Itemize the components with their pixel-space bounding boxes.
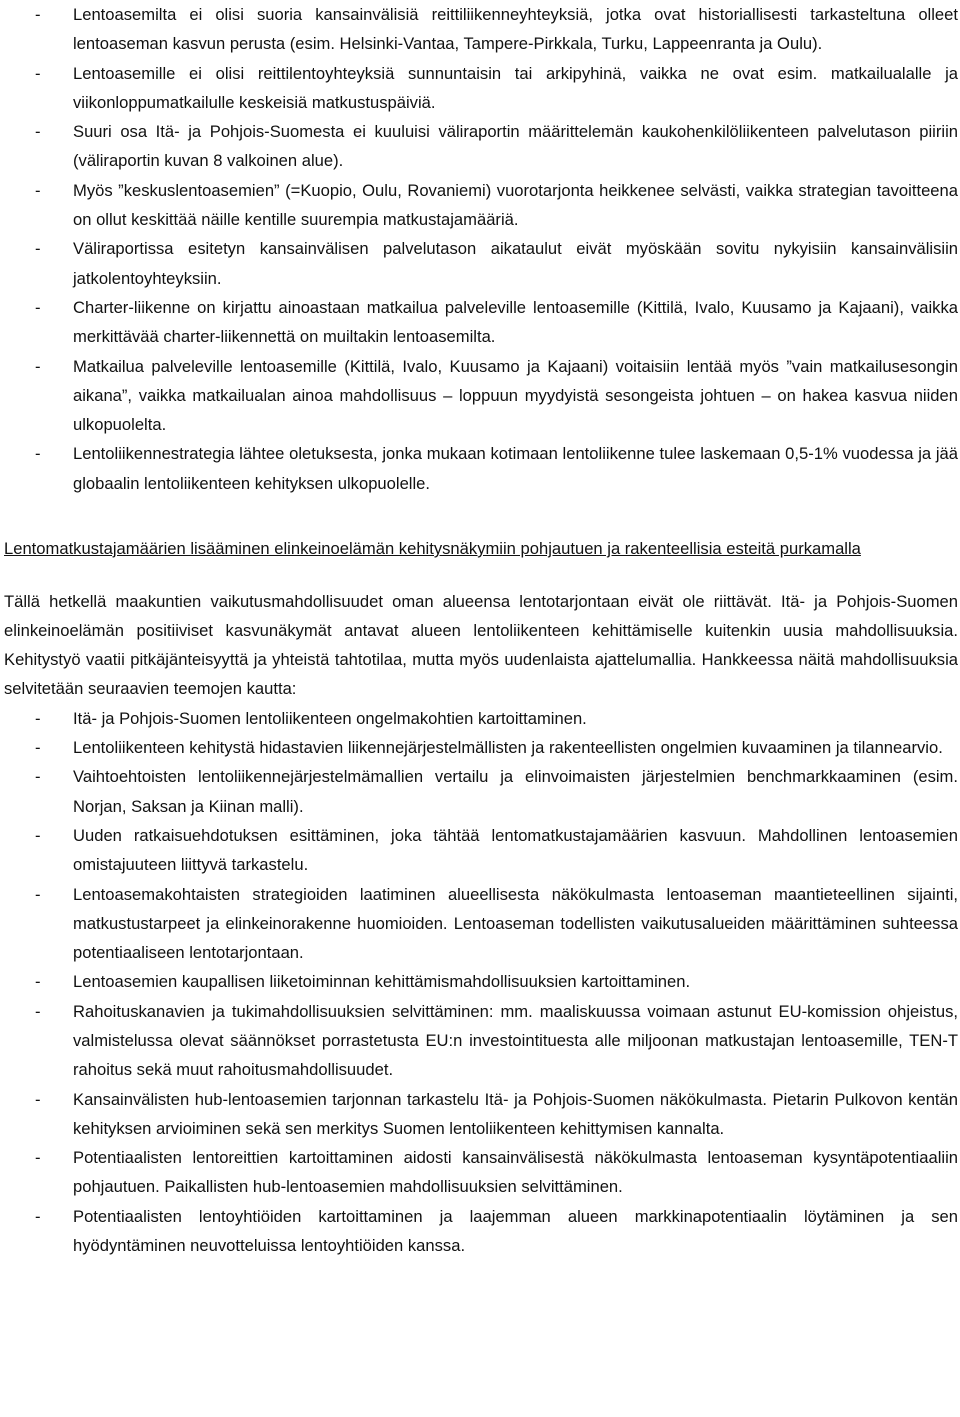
list-item-text: Väliraportissa esitetyn kansainvälisen palvelutason aikataulut eivät myöskään sovitu nykyisiin kansainvälisiin jatkolentoyhteyksiin. xyxy=(73,239,958,288)
bullet-dash: - xyxy=(35,767,41,787)
bullet-dash: - xyxy=(35,180,41,200)
list-item-text: Lentoasemille ei olisi reittilentoyhteyksiä sunnuntaisin tai arkipyhinä, vaikka ne ovat esim. matkailualalle ja viikonloppumatkailulle keskeisiä matkustuspäiviä. xyxy=(73,63,958,112)
list-item xyxy=(4,234,958,293)
body-paragraph: Tällä hetkellä maakuntien vaikutusmahdollisuudet oman alueensa lentotarjontaan eivät ole riittävät. Itä- ja Pohjois-Suomen elinkeinoelämän positiiviset kasvunäkymät antavat alueen lentoliikenteen kehittämiselle kuitenkin uusia mahdollisuuksia. Kehitystyö vaatii pitkäjänteisyyttä ja yhteistä tahtotilaa, mutta myös uudenlaista ajattelumallia. Hankkeessa näitä mahdollisuuksia selvitetään seuraavien teemojen kautta: xyxy=(4,591,958,699)
list-item xyxy=(4,293,958,352)
bullet-dash: - xyxy=(35,1148,41,1168)
list-item-text: Potentiaalisten lentoreittien kartoittaminen aidosti kansainvälisestä näkökulmasta lentoaseman kysyntäpotentiaaliin pohjautuen. Paikallisten hub-lentoasemien mahdollisuuksien selvittäminen. xyxy=(73,1148,958,1197)
list-item xyxy=(4,0,958,59)
list-item-text: Lentoasemakohtaisten strategioiden laatiminen alueellisesta näkökulmasta lentoaseman maantieteellinen sijainti, matkustustarpeet ja elinkeinorakenne huomioiden. Lentoaseman todellisten vaikutusalueiden määrittäminen suhteessa potentiaaliseen lentotarjontaan. xyxy=(73,884,958,963)
list-item-text: Charter-liikenne on kirjattu ainoastaan matkailua palveleville lentoasemille (Kittilä, Ivalo, Kuusamo ja Kajaani), vaikka merkittävää charter-liikennettä on muiltakin lentoasemilta. xyxy=(73,297,958,347)
list-item-text: Lentoliikenteen kehitystä hidastavien liikennejärjestelmällisten ja rakenteellisten ongelmien kuvaaminen ja tilannearvio. xyxy=(73,738,943,758)
list-item xyxy=(4,733,958,762)
themes-list xyxy=(4,704,958,1261)
bullet-dash: - xyxy=(35,972,41,992)
list-item xyxy=(4,352,958,440)
bullet-dash: - xyxy=(35,444,41,464)
list-item xyxy=(4,439,958,498)
list-item xyxy=(4,1143,958,1202)
list-item xyxy=(4,1202,958,1261)
list-item-text: Matkailua palveleville lentoasemille (Kittilä, Ivalo, Kuusamo ja Kajaani) voitaisiin lentää myös ”vain matkailusesongin aikana”, vaikka matkailualan ainoa mahdollisuus – loppuun myydyistä sesongeista johtuen – on hakea kasvua niiden ulkopuolelta. xyxy=(73,356,958,435)
bullet-dash: - xyxy=(35,297,41,317)
list-item-text: Rahoituskanavien ja tukimahdollisuuksien selvittäminen: mm. maaliskuussa voimaan astunut EU-komission ohjeistus, valmistelussa olevat säännökset porrastetusta EU:n investointituesta alle miljoonan matkustajan lentoasemille, TEN-T rahoitus sekä muut rahoitusmahdollisuudet. xyxy=(73,1001,958,1080)
list-item xyxy=(4,880,958,968)
list-item-text: Lentoasemilta ei olisi suoria kansainvälisiä reittiliikenneyhteyksiä, jotka ovat historiallisesti tarkasteltuna olleet lentoaseman kasvun perusta (esim. Helsinki-Vantaa, Tampere-Pirkkala, Turku, Lappeenranta ja Oulu). xyxy=(73,5,958,54)
bullet-dash: - xyxy=(35,825,41,845)
list-item-text: Itä- ja Pohjois-Suomen lentoliikenteen ongelmakohtien kartoittaminen. xyxy=(73,708,587,728)
bullet-dash: - xyxy=(35,738,41,758)
bullet-dash: - xyxy=(35,1089,41,1109)
list-item xyxy=(4,117,958,176)
list-item-text: Suuri osa Itä- ja Pohjois-Suomesta ei kuuluisi väliraportin määrittelemän kaukohenkilöliikenteen palvelutason piiriin (väliraportin kuvan 8 valkoinen alue). xyxy=(73,122,958,171)
bullet-dash: - xyxy=(35,356,41,376)
list-item xyxy=(4,59,958,118)
list-item xyxy=(4,967,958,996)
list-item-text: Potentiaalisten lentoyhtiöiden kartoittaminen ja laajemman alueen markkinapotentiaalin löytäminen ja sen hyödyntäminen neuvotteluissa lentoyhtiöiden kanssa. xyxy=(73,1206,958,1256)
list-item-text: Vaihtoehtoisten lentoliikennejärjestelmämallien vertailu ja elinvoimaisten järjestelmien benchmarkkaaminen (esim. Norjan, Saksan ja Kiinan malli). xyxy=(73,767,958,816)
bullet-dash: - xyxy=(35,5,41,24)
list-item-text: Lentoliikennestrategia lähtee oletuksesta, jonka mukaan kotimaan lentoliikenne tulee laskemaan 0,5-1% vuodessa ja jää globaalin lentoliikenteen kehityksen ulkopuolelle. xyxy=(73,444,958,493)
bullet-dash: - xyxy=(35,239,41,259)
concerns-list xyxy=(4,0,958,498)
bullet-dash: - xyxy=(35,63,41,83)
list-item xyxy=(4,176,958,235)
bullet-dash: - xyxy=(35,884,41,904)
list-item-text: Myös ”keskuslentoasemien” (=Kuopio, Oulu, Rovaniemi) vuorotarjonta heikkenee selvästi, vaikka strategian tavoitteena on ollut keskittää näille kentille suurempia matkustajamääriä. xyxy=(73,180,958,230)
list-item xyxy=(4,997,958,1085)
bullet-dash: - xyxy=(35,122,41,142)
bullet-dash: - xyxy=(35,1206,41,1226)
list-item xyxy=(4,821,958,880)
list-item-text: Lentoasemien kaupallisen liiketoiminnan kehittämismahdollisuuksien kartoittaminen. xyxy=(73,972,691,992)
list-item-text: Uuden ratkaisuehdotuksen esittäminen, joka tähtää lentomatkustajamäärien kasvuun. Mahdollinen lentoasemien omistajuuteen liittyvä tarkastelu. xyxy=(73,825,958,875)
section-heading: Lentomatkustajamäärien lisääminen elinkeinoelämän kehitysnäkymiin pohjautuen ja rakenteellisia esteitä purkamalla xyxy=(4,539,861,559)
list-item xyxy=(4,1085,958,1144)
bullet-dash: - xyxy=(35,708,41,728)
list-item xyxy=(4,704,958,733)
list-item xyxy=(4,762,958,821)
list-item-text: Kansainvälisten hub-lentoasemien tarjonnan tarkastelu Itä- ja Pohjois-Suomen näkökulmasta. Pietarin Pulkovon kentän kehityksen arvioiminen sekä sen merkitys Suomen lentoliikenteen kehittymisen kannalta. xyxy=(73,1089,958,1138)
bullet-dash: - xyxy=(35,1001,41,1021)
